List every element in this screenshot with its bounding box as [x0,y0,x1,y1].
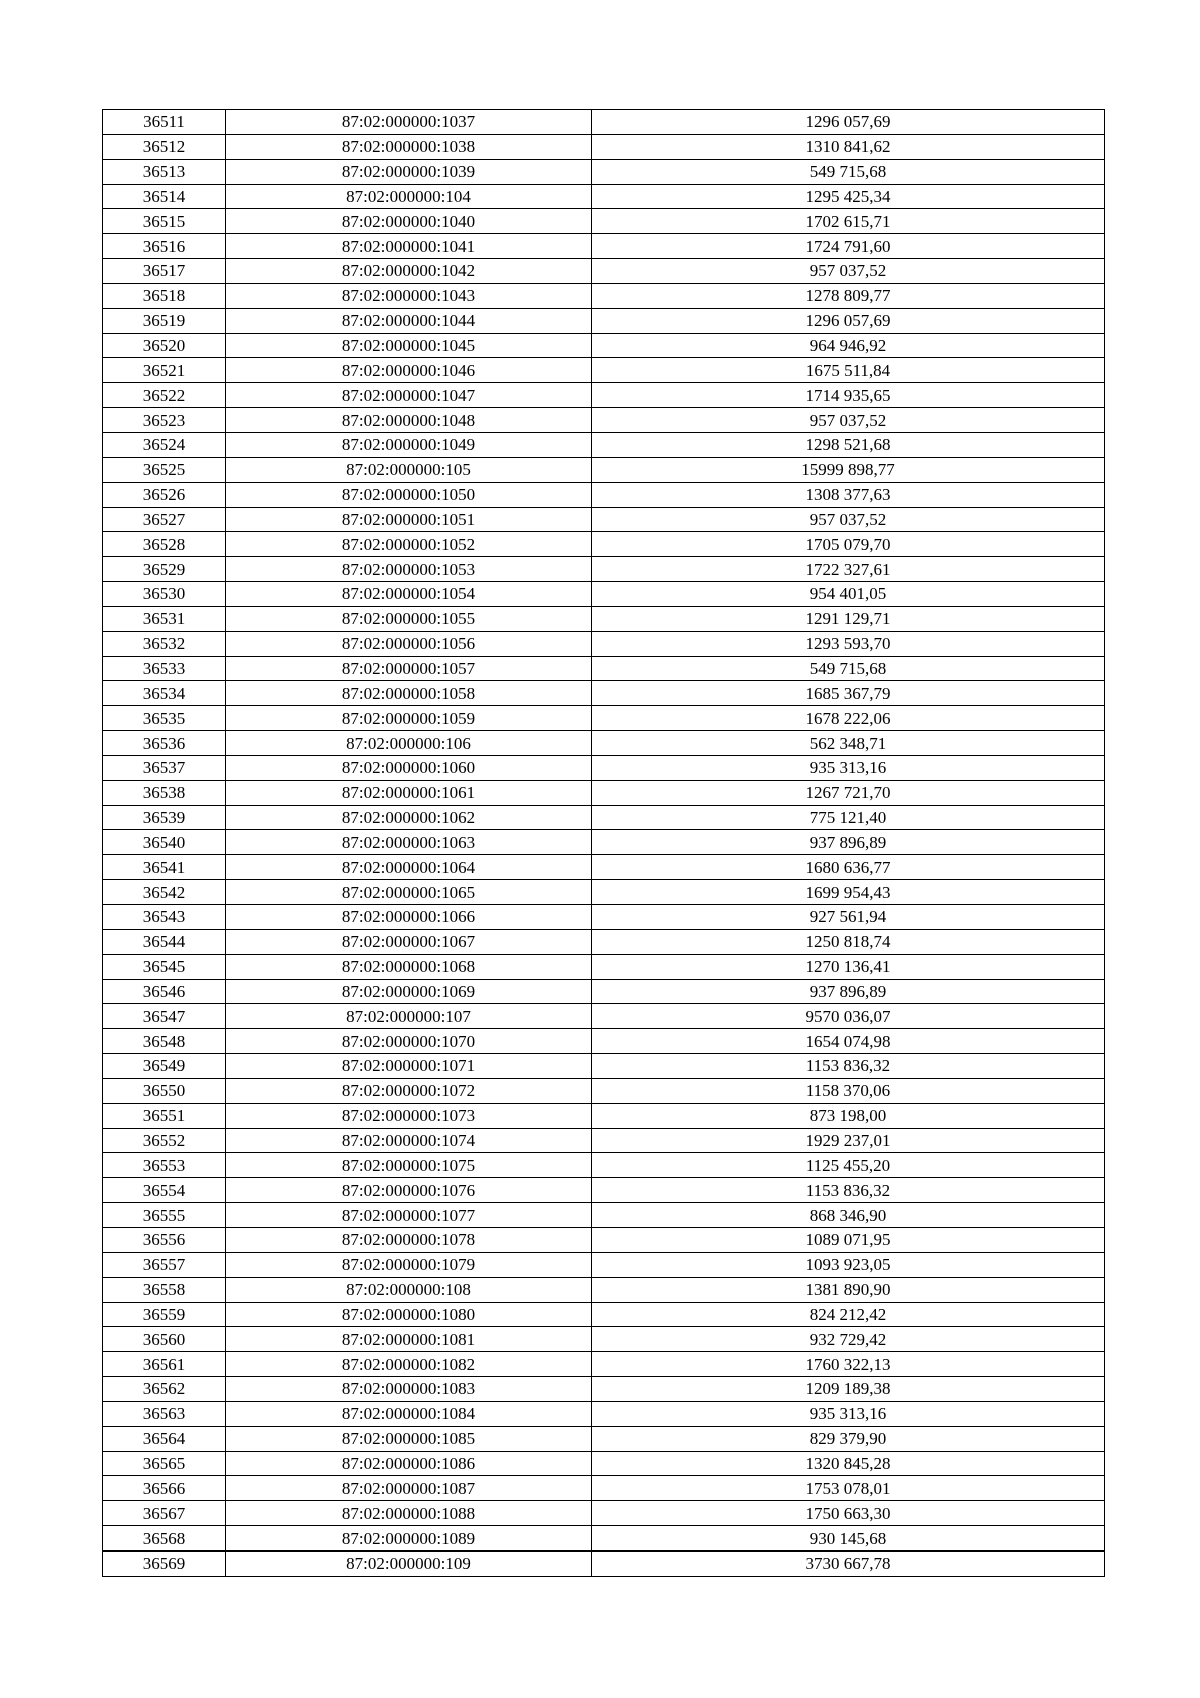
table-row [103,134,1105,159]
cadastral-value-cell: 549 715,68 [592,656,1105,681]
table-row [103,1128,1105,1153]
cadastral-value-cell: 927 561,94 [592,905,1105,930]
row-number-cell: 36536 [103,731,226,756]
table-row [103,706,1105,731]
cadastral-number-cell: 87:02:000000:1065 [226,880,592,905]
table-row [103,1153,1105,1178]
cadastral-number-cell: 87:02:000000:1056 [226,631,592,656]
cadastral-value-cell: 868 346,90 [592,1203,1105,1228]
row-number-cell: 36543 [103,905,226,930]
table-row [103,1451,1105,1476]
cadastral-value-cell: 1125 455,20 [592,1153,1105,1178]
cadastral-number-cell: 87:02:000000:1051 [226,507,592,532]
cadastral-number-cell: 87:02:000000:1080 [226,1302,592,1327]
row-number-cell: 36515 [103,209,226,234]
table-row [103,1302,1105,1327]
cadastral-value-cell: 1308 377,63 [592,482,1105,507]
table-row [103,1078,1105,1103]
row-number-cell: 36564 [103,1426,226,1451]
cadastral-number-cell: 87:02:000000:1066 [226,905,592,930]
cadastral-number-cell: 87:02:000000:1049 [226,432,592,457]
row-number-cell: 36512 [103,134,226,159]
row-number-cell: 36516 [103,234,226,259]
row-number-cell: 36547 [103,1004,226,1029]
row-number-cell: 36552 [103,1128,226,1153]
cadastral-value-cell: 1293 593,70 [592,631,1105,656]
cadastral-value-cell: 964 946,92 [592,333,1105,358]
table-row [103,1426,1105,1451]
table-row [103,457,1105,482]
row-number-cell: 36522 [103,383,226,408]
cadastral-number-cell: 87:02:000000:1087 [226,1476,592,1501]
cadastral-value-cell: 1089 071,95 [592,1227,1105,1252]
cadastral-value-cell: 937 896,89 [592,979,1105,1004]
cadastral-number-cell: 87:02:000000:109 [226,1551,592,1576]
cadastral-number-cell: 87:02:000000:108 [226,1277,592,1302]
cadastral-value-cell: 1680 636,77 [592,855,1105,880]
row-number-cell: 36559 [103,1302,226,1327]
cadastral-value-cell: 1296 057,69 [592,308,1105,333]
row-number-cell: 36546 [103,979,226,1004]
table-row [103,656,1105,681]
cadastral-value-cell: 957 037,52 [592,259,1105,284]
cadastral-number-cell: 87:02:000000:106 [226,731,592,756]
cadastral-value-cell: 937 896,89 [592,830,1105,855]
cadastral-value-cell: 1250 818,74 [592,929,1105,954]
cadastral-number-cell: 87:02:000000:1084 [226,1401,592,1426]
cadastral-value-cell: 935 313,16 [592,1401,1105,1426]
table-row [103,1377,1105,1402]
cadastral-number-cell: 87:02:000000:1068 [226,954,592,979]
cadastral-value-cell: 1093 923,05 [592,1252,1105,1277]
cadastral-value-cell: 775 121,40 [592,805,1105,830]
table-row [103,830,1105,855]
row-number-cell: 36548 [103,1029,226,1054]
cadastral-value-cell: 1654 074,98 [592,1029,1105,1054]
cadastral-number-cell: 87:02:000000:105 [226,457,592,482]
row-number-cell: 36530 [103,582,226,607]
row-number-cell: 36537 [103,755,226,780]
row-number-cell: 36513 [103,159,226,184]
row-number-cell: 36562 [103,1377,226,1402]
cadastral-number-cell: 87:02:000000:1047 [226,383,592,408]
cadastral-number-cell: 87:02:000000:1037 [226,110,592,135]
row-number-cell: 36539 [103,805,226,830]
table-row [103,1004,1105,1029]
cadastral-value-cell: 932 729,42 [592,1327,1105,1352]
row-number-cell: 36521 [103,358,226,383]
table-row [103,1476,1105,1501]
cadastral-value-cell: 1699 954,43 [592,880,1105,905]
row-number-cell: 36518 [103,283,226,308]
cadastral-value-cell: 1153 836,32 [592,1054,1105,1079]
cadastral-value-cell: 1678 222,06 [592,706,1105,731]
row-number-cell: 36551 [103,1103,226,1128]
cadastral-value-cell: 829 379,90 [592,1426,1105,1451]
cadastral-value-cell: 930 145,68 [592,1526,1105,1551]
cadastral-value-cell: 1209 189,38 [592,1377,1105,1402]
row-number-cell: 36511 [103,110,226,135]
table-row [103,780,1105,805]
cadastral-value-cell: 1702 615,71 [592,209,1105,234]
cadastral-value-cell: 1310 841,62 [592,134,1105,159]
cadastral-number-cell: 87:02:000000:1044 [226,308,592,333]
table-row [103,606,1105,631]
cadastral-number-cell: 87:02:000000:1050 [226,482,592,507]
cadastral-value-cell: 954 401,05 [592,582,1105,607]
cadastral-number-cell: 87:02:000000:107 [226,1004,592,1029]
cadastral-value-cell: 9570 036,07 [592,1004,1105,1029]
table-row [103,1526,1105,1551]
cadastral-value-cell: 957 037,52 [592,408,1105,433]
table-row [103,432,1105,457]
row-number-cell: 36555 [103,1203,226,1228]
cadastral-value-cell: 1722 327,61 [592,557,1105,582]
cadastral-value-cell: 1267 721,70 [592,780,1105,805]
table-row [103,880,1105,905]
cadastral-value-cell: 1291 129,71 [592,606,1105,631]
cadastral-value-cell: 1270 136,41 [592,954,1105,979]
cadastral-value-cell: 15999 898,77 [592,457,1105,482]
cadastral-number-cell: 87:02:000000:1039 [226,159,592,184]
cadastral-number-cell: 87:02:000000:104 [226,184,592,209]
row-number-cell: 36568 [103,1526,226,1551]
cadastral-number-cell: 87:02:000000:1060 [226,755,592,780]
cadastral-value-cell: 1750 663,30 [592,1501,1105,1526]
cadastral-number-cell: 87:02:000000:1085 [226,1426,592,1451]
row-number-cell: 36531 [103,606,226,631]
cadastral-number-cell: 87:02:000000:1088 [226,1501,592,1526]
table-row [103,1029,1105,1054]
row-number-cell: 36544 [103,929,226,954]
row-number-cell: 36550 [103,1078,226,1103]
cadastral-value-cell: 549 715,68 [592,159,1105,184]
cadastral-number-cell: 87:02:000000:1083 [226,1377,592,1402]
row-number-cell: 36565 [103,1451,226,1476]
table-row [103,383,1105,408]
cadastral-number-cell: 87:02:000000:1061 [226,780,592,805]
cadastral-value-cell: 3730 667,78 [592,1551,1105,1576]
table-row [103,1203,1105,1228]
cadastral-number-cell: 87:02:000000:1059 [226,706,592,731]
table-row [103,507,1105,532]
row-number-cell: 36560 [103,1327,226,1352]
row-number-cell: 36553 [103,1153,226,1178]
cadastral-value-cell: 1929 237,01 [592,1128,1105,1153]
row-number-cell: 36519 [103,308,226,333]
cadastral-value-cell: 1685 367,79 [592,681,1105,706]
table-row [103,731,1105,756]
cadastral-number-cell: 87:02:000000:1041 [226,234,592,259]
row-number-cell: 36538 [103,780,226,805]
cadastral-number-cell: 87:02:000000:1081 [226,1327,592,1352]
table-row [103,805,1105,830]
cadastral-number-cell: 87:02:000000:1040 [226,209,592,234]
cadastral-number-cell: 87:02:000000:1070 [226,1029,592,1054]
cadastral-number-cell: 87:02:000000:1073 [226,1103,592,1128]
row-number-cell: 36525 [103,457,226,482]
table-row [103,333,1105,358]
table-row [103,308,1105,333]
table-row [103,184,1105,209]
cadastral-number-cell: 87:02:000000:1043 [226,283,592,308]
table-row [103,532,1105,557]
cadastral-number-cell: 87:02:000000:1064 [226,855,592,880]
table-row [103,1227,1105,1252]
cadastral-number-cell: 87:02:000000:1052 [226,532,592,557]
table-row [103,954,1105,979]
row-number-cell: 36563 [103,1401,226,1426]
cadastral-number-cell: 87:02:000000:1077 [226,1203,592,1228]
row-number-cell: 36554 [103,1178,226,1203]
table-row [103,855,1105,880]
cadastral-value-cell: 873 198,00 [592,1103,1105,1128]
cadastral-number-cell: 87:02:000000:1086 [226,1451,592,1476]
cadastral-number-cell: 87:02:000000:1046 [226,358,592,383]
cadastral-number-cell: 87:02:000000:1048 [226,408,592,433]
cadastral-number-cell: 87:02:000000:1071 [226,1054,592,1079]
row-number-cell: 36533 [103,656,226,681]
cadastral-value-cell: 1760 322,13 [592,1352,1105,1377]
table-row [103,110,1105,135]
cadastral-number-cell: 87:02:000000:1076 [226,1178,592,1203]
row-number-cell: 36520 [103,333,226,358]
row-number-cell: 36528 [103,532,226,557]
row-number-cell: 36532 [103,631,226,656]
row-number-cell: 36545 [103,954,226,979]
table-row [103,1352,1105,1377]
table-row [103,631,1105,656]
cadastral-number-cell: 87:02:000000:1082 [226,1352,592,1377]
cadastral-value-cell: 824 212,42 [592,1302,1105,1327]
table-row [103,283,1105,308]
cadastral-value-cell: 1153 836,32 [592,1178,1105,1203]
row-number-cell: 36524 [103,432,226,457]
cadastral-number-cell: 87:02:000000:1042 [226,259,592,284]
cadastral-value-cell: 562 348,71 [592,731,1105,756]
cadastral-number-cell: 87:02:000000:1055 [226,606,592,631]
table-row [103,1401,1105,1426]
table-row [103,1327,1105,1352]
cadastral-value-cell: 1724 791,60 [592,234,1105,259]
cadastral-value-cell: 1381 890,90 [592,1277,1105,1302]
cadastral-number-cell: 87:02:000000:1038 [226,134,592,159]
table-row [103,1277,1105,1302]
cadastral-number-cell: 87:02:000000:1078 [226,1227,592,1252]
row-number-cell: 36526 [103,482,226,507]
row-number-cell: 36523 [103,408,226,433]
row-number-cell: 36540 [103,830,226,855]
row-number-cell: 36535 [103,706,226,731]
table-row [103,408,1105,433]
table-row [103,557,1105,582]
cadastral-number-cell: 87:02:000000:1079 [226,1252,592,1277]
table-row [103,1103,1105,1128]
cadastral-value-cell: 1675 511,84 [592,358,1105,383]
cadastral-number-cell: 87:02:000000:1053 [226,557,592,582]
cadastral-value-table [102,109,1105,1577]
row-number-cell: 36567 [103,1501,226,1526]
cadastral-value-cell: 1298 521,68 [592,432,1105,457]
cadastral-number-cell: 87:02:000000:1063 [226,830,592,855]
row-number-cell: 36557 [103,1252,226,1277]
row-number-cell: 36556 [103,1227,226,1252]
table-row [103,482,1105,507]
table-row [103,1551,1105,1576]
row-number-cell: 36529 [103,557,226,582]
cadastral-number-cell: 87:02:000000:1089 [226,1526,592,1551]
cadastral-value-cell: 1320 845,28 [592,1451,1105,1476]
cadastral-value-cell: 1158 370,06 [592,1078,1105,1103]
table-row [103,681,1105,706]
table-body [103,110,1105,1577]
cadastral-value-cell: 1295 425,34 [592,184,1105,209]
row-number-cell: 36542 [103,880,226,905]
row-number-cell: 36566 [103,1476,226,1501]
cadastral-number-cell: 87:02:000000:1045 [226,333,592,358]
table-row [103,929,1105,954]
cadastral-number-cell: 87:02:000000:1057 [226,656,592,681]
table-row [103,209,1105,234]
table-row [103,1252,1105,1277]
table-row [103,259,1105,284]
row-number-cell: 36549 [103,1054,226,1079]
table-row [103,1178,1105,1203]
row-number-cell: 36541 [103,855,226,880]
cadastral-value-cell: 1753 078,01 [592,1476,1105,1501]
table-row [103,234,1105,259]
cadastral-number-cell: 87:02:000000:1072 [226,1078,592,1103]
table-row [103,755,1105,780]
cadastral-value-cell: 1278 809,77 [592,283,1105,308]
cadastral-value-cell: 1705 079,70 [592,532,1105,557]
row-number-cell: 36558 [103,1277,226,1302]
cadastral-number-cell: 87:02:000000:1069 [226,979,592,1004]
row-number-cell: 36514 [103,184,226,209]
row-number-cell: 36561 [103,1352,226,1377]
cadastral-number-cell: 87:02:000000:1074 [226,1128,592,1153]
row-number-cell: 36569 [103,1551,226,1576]
row-number-cell: 36517 [103,259,226,284]
cadastral-number-cell: 87:02:000000:1058 [226,681,592,706]
cadastral-value-cell: 1296 057,69 [592,110,1105,135]
cadastral-number-cell: 87:02:000000:1067 [226,929,592,954]
cadastral-value-cell: 935 313,16 [592,755,1105,780]
row-number-cell: 36527 [103,507,226,532]
cadastral-number-cell: 87:02:000000:1062 [226,805,592,830]
table-row [103,1501,1105,1526]
table-row [103,159,1105,184]
table-row [103,1054,1105,1079]
cadastral-value-cell: 957 037,52 [592,507,1105,532]
table-row [103,905,1105,930]
cadastral-number-cell: 87:02:000000:1054 [226,582,592,607]
row-number-cell: 36534 [103,681,226,706]
table-row [103,979,1105,1004]
cadastral-value-cell: 1714 935,65 [592,383,1105,408]
table-row [103,582,1105,607]
table-row [103,358,1105,383]
cadastral-number-cell: 87:02:000000:1075 [226,1153,592,1178]
